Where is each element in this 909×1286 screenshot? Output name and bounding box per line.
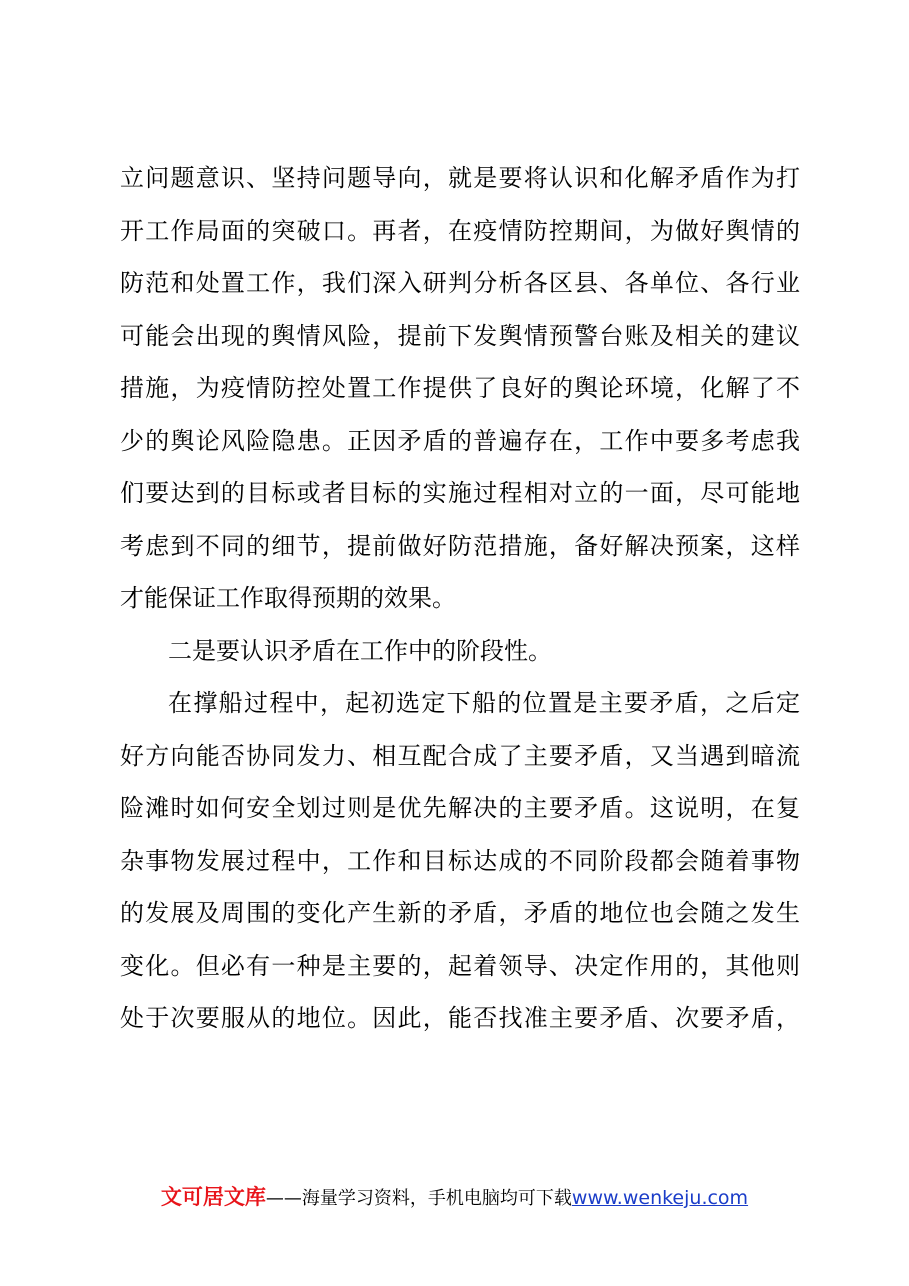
paragraph-1-line-8: 考虑到不同的细节，提前做好防范措施，备好解决预案，这样: [120, 531, 800, 560]
paragraph-3-line-3: 险滩时如何安全划过则是优先解决的主要矛盾。这说明，在复: [120, 794, 800, 822]
footer-site-link[interactable]: www.wenkeju.com: [571, 1187, 749, 1209]
paragraph-1-line-3: 防范和处置工作，我们深入研判分析各区县、各单位、各行业: [120, 269, 800, 297]
paragraph-1-line-1: 立问题意识、坚持问题导向，就是要将认识和化解矛盾作为打: [120, 164, 800, 192]
paragraph-3-line-6: 变化。但必有一种是主要的，起着领导、决定作用的，其他则: [120, 951, 800, 980]
paragraph-3-line-4: 杂事物发展过程中，工作和目标达成的不同阶段都会随着事物: [120, 846, 800, 875]
paragraph-3-line-2: 好方向能否协同发力、相互配合成了主要矛盾，又当遇到暗流: [120, 741, 800, 770]
footer-dash: ——: [265, 1188, 302, 1209]
paragraph-1-line-6: 少的舆论风险隐患。正因矛盾的普遍存在，工作中要多考虑我: [120, 426, 800, 455]
paragraph-3-line-5: 的发展及周围的变化产生新的矛盾，矛盾的地位也会随之发生: [120, 899, 800, 927]
paragraph-1-line-2: 开工作局面的突破口。再者，在疫情防控期间，为做好舆情的: [120, 216, 800, 245]
paragraph-3-line-1: 在撑船过程中，起初选定下船的位置是主要矛盾，之后定: [168, 689, 800, 717]
footer-brand: 文可居文库: [160, 1185, 266, 1209]
paragraph-1-line-4: 可能会出现的舆情风险，提前下发舆情预警台账及相关的建议: [120, 321, 800, 350]
footer-slogan: 海量学习资料，手机电脑均可下载: [301, 1188, 572, 1209]
paragraph-3-line-7: 处于次要服从的地位。因此，能否找准主要矛盾、次要矛盾，: [120, 1004, 800, 1032]
document-body: [120, 152, 800, 1045]
paragraph-1-line-9: 才能保证工作取得预期的效果。: [120, 584, 456, 612]
section-heading: 二是要认识矛盾在工作中的阶段性。: [168, 636, 552, 665]
page-footer: [0, 1180, 909, 1214]
paragraph-1-line-7: 们要达到的目标或者目标的实施过程相对立的一面，尽可能地: [120, 479, 800, 507]
paragraph-1-line-5: 措施，为疫情防控处置工作提供了良好的舆论环境，化解了不: [120, 374, 800, 402]
